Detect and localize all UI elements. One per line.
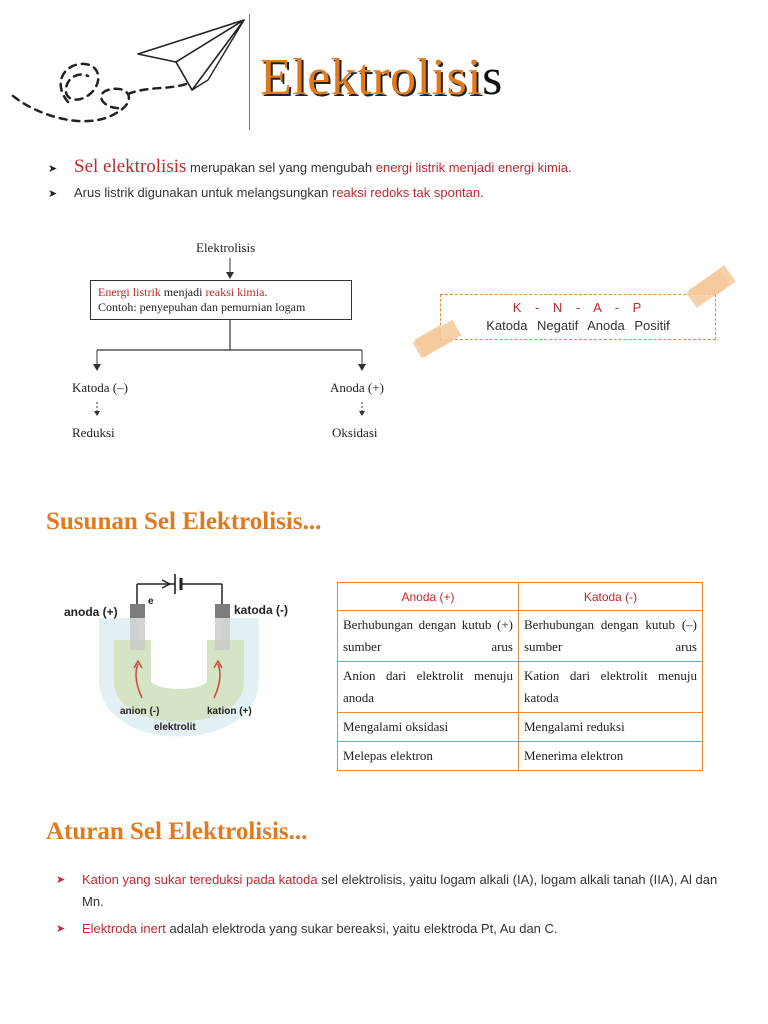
knap-letters: K - N - A - P: [512, 300, 644, 315]
table-cell: Melepas elektron: [338, 742, 519, 771]
rule-item-2: [56, 918, 726, 940]
intro-text: merupakan sel yang mengubah: [186, 160, 376, 175]
rule-body: sel elektrolisis, yaitu logam alkali (IA), logam alkali tanah (IIA), Al dan Mn.: [82, 872, 718, 909]
electrolysis-cell-diagram: [62, 570, 306, 748]
knap-mnemonic-card: [440, 294, 716, 340]
flow-box-line1: [98, 285, 344, 300]
table-header-row: [338, 583, 703, 611]
title-divider: [249, 14, 250, 130]
page-title: Elektrolisis: [260, 49, 503, 106]
flow-box-line2: Contoh: penyepuhan dan pemurnian logam: [98, 300, 306, 314]
table-header-katoda: Katoda (-): [519, 583, 703, 611]
flow-box-text: menjadi: [160, 285, 206, 299]
table-row: [338, 611, 703, 662]
paper-plane-icon: [8, 14, 252, 130]
rule-body: adalah elektroda yang sukar bereaksi, yaitu elektroda Pt, Au dan C.: [165, 921, 558, 936]
table-cell: Berhubungan dengan kutub (+) sumber arus: [338, 611, 519, 662]
anion-label: anion (-): [120, 706, 160, 717]
section-heading-aturan: Aturan Sel Elektrolisis...: [46, 818, 308, 845]
kation-label: kation (+): [207, 706, 252, 717]
flow-box-period: .: [264, 285, 268, 299]
reduksi-label: Reduksi: [72, 425, 115, 440]
anoda-diagram-label: anoda (+): [64, 605, 118, 619]
intro-text: Arus listrik digunakan untuk melangsungkan: [74, 185, 332, 200]
elektrolit-label: elektrolit: [154, 722, 196, 733]
table-cell: Mengalami reduksi: [519, 713, 703, 742]
section-heading-susunan: Susunan Sel Elektrolisis...: [46, 508, 322, 535]
katoda-diagram-label: katoda (-): [234, 603, 288, 617]
table-cell: Kation dari elektrolit menuju katoda: [519, 662, 703, 713]
electron-label: e: [148, 596, 154, 607]
katoda-label: Katoda (–): [72, 380, 128, 395]
intro-period: .: [480, 185, 484, 200]
table-cell: Berhubungan dengan kutub (–) sumber arus: [519, 611, 703, 662]
anoda-label: Anoda (+): [330, 380, 384, 395]
table-cell: Anion dari elektrolit menuju anoda: [338, 662, 519, 713]
arrow-bullet-icon: ➤: [56, 923, 66, 935]
table-header-anoda: Anoda (+): [338, 583, 519, 611]
table-row: [338, 713, 703, 742]
intro-bullet-1: [48, 156, 572, 178]
comparison-table: [337, 582, 703, 771]
intro-highlight: energi listrik menjadi energi kimia: [375, 160, 568, 175]
table-cell: Menerima elektron: [519, 742, 703, 771]
table-row: [338, 662, 703, 713]
sel-elektrolisis-term: Sel elektrolisis: [74, 156, 187, 177]
flow-box-term: Energi listrik: [98, 285, 161, 299]
rule-highlight: Kation yang sukar tereduksi pada katoda: [82, 872, 318, 887]
rule-text: [56, 918, 726, 940]
arrow-bullet-icon: ➤: [56, 874, 66, 886]
intro-bullet-2: [48, 185, 484, 200]
flow-definition-box: [90, 280, 352, 320]
flow-box-term: reaksi kimia: [205, 285, 265, 299]
rule-item-1: [56, 869, 726, 913]
knap-words: Katoda Negatif Anoda Positif: [486, 318, 670, 333]
flow-top-label: Elektrolisis: [196, 240, 256, 255]
oksidasi-label: Oksidasi: [332, 425, 378, 440]
rule-text: [56, 869, 726, 913]
intro-highlight: reaksi redoks tak spontan: [331, 185, 481, 200]
intro-period: .: [567, 160, 572, 175]
table-cell: Mengalami oksidasi: [338, 713, 519, 742]
table-row: [338, 742, 703, 771]
arrow-bullet-icon: ➤: [48, 188, 58, 200]
rule-highlight: Elektroda inert: [82, 921, 166, 936]
arrow-bullet-icon: ➤: [48, 163, 58, 175]
